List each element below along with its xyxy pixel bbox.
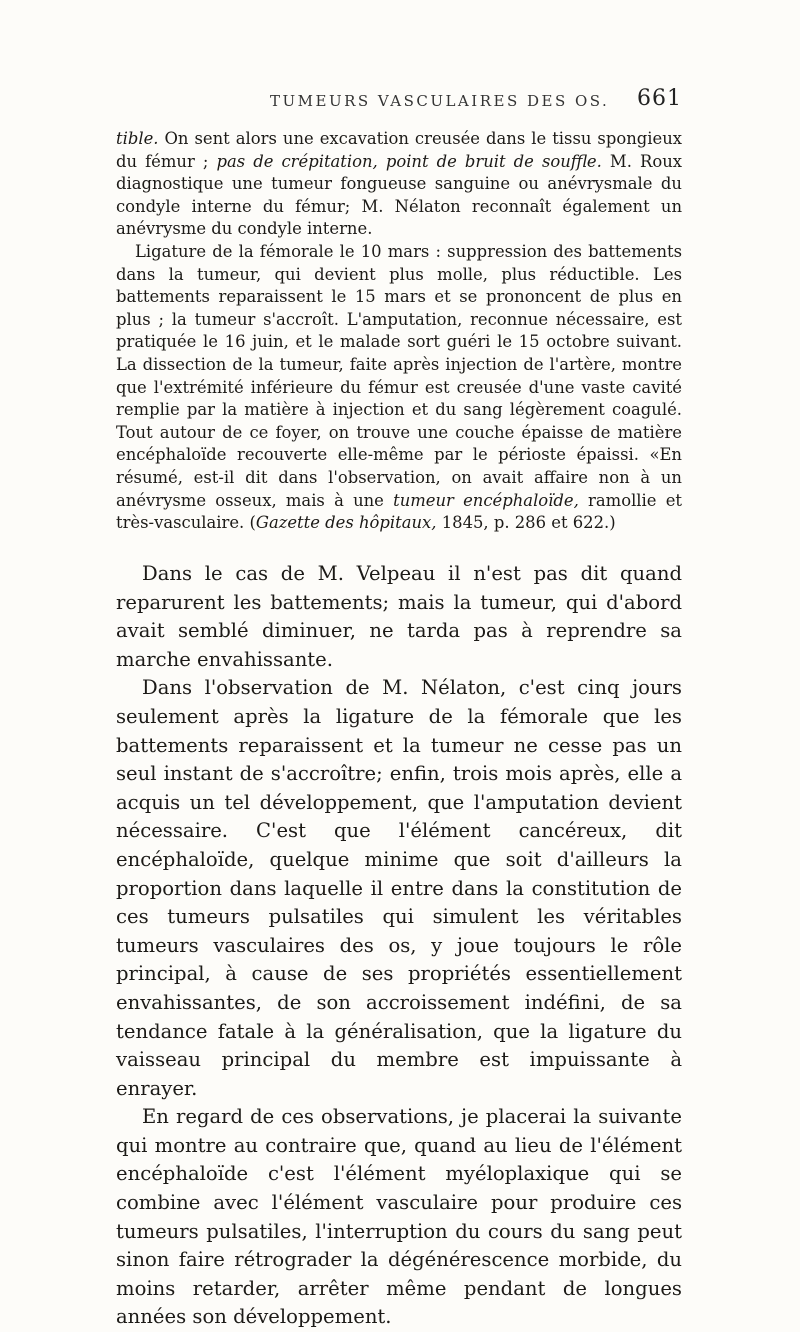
obs1-text-1: On sent alors une excavation creusée dans le tissu spongieux du fémur ; [116,129,682,171]
body-paragraph-1: Dans le cas de M. Velpeau il n'est pas dit quand reparurent les battements; mais la tumeur, qui d'abord avait semblé diminuer, ne tarda pas à reprendre sa marche envahissante. [116,562,682,671]
page-number: 661 [637,86,682,111]
obs1-italic-1: tible. [116,129,159,148]
obs2-italic-1: tumeur encéphaloïde, [393,490,579,510]
main-text [116,560,682,1332]
observation-paragraph-1 [116,128,682,241]
obs1-italic-2: pas de crépitation, point de bruit de souffle. [216,151,602,171]
obs1-text-2: M. Roux diagnostique une tumeur fongueuse sanguine ou anévrysmale du condyle interne du fémur; M. Nélaton reconnaît également un anévrysme du condyle interne. [116,151,682,239]
obs2-text-3: 1845, p. 286 et 622.) [436,513,616,533]
case-observation [116,128,682,535]
observation-paragraph-2 [116,241,682,535]
page-header [116,86,682,116]
obs2-text-1: Ligature de la fémorale le 10 mars : suppression des battements dans la tumeur, qui devient plus molle, plus réductible. Les battements reparaissent le 15 mars et se prononcent de plus en plus ; la tumeur s'accroît. L'amputation, reconnue nécessaire, est pratiquée le 16 juin, et le malade sort guéri le 15 octobre suivant. La dissection de la tumeur, faite après injection de l'artère, montre que l'extrémité inférieure du fémur est creusée d'une vaste cavité remplie par la matière à injection et du sang légèrement coagulé. Tout autour de ce foyer, on trouve une couche épaisse de matière encéphaloïde recouverte elle-même par le périoste épaissi. «En résumé, est-il dit dans l'observation, on avait affaire non à un anévrysme osseux, mais à une [116,241,682,510]
obs2-italic-2: Gazette des hôpitaux, [255,513,437,533]
body-paragraph-2: Dans l'observation de M. Nélaton, c'est cinq jours seulement après la ligature de la fémorale que les battements reparaissent et la tumeur ne cesse pas un seul instant de s'accroître; enfin, trois mois après, elle a acquis un tel développement, que l'amputation devient nécessaire. C'est que l'élément cancéreux, dit encéphaloïde, quelque minime que soit d'ailleurs la proportion dans laquelle il entre dans la constitution de ces tumeurs pulsatiles qui simulent les véritables tumeurs vasculaires des os, y joue toujours le rôle principal, à cause de ses propriétés essentiellement envahissantes, de son accroissement indéfini, de sa tendance fatale à la généralisation, que la ligature du vaisseau principal du membre est impuissante à enrayer. [116,676,682,1100]
body-paragraph-3: En regard de ces observations, je placerai la suivante qui montre au contraire que, quand au lieu de l'élément encéphaloïde c'est l'élément myéloplaxique qui se combine avec l'élément vasculaire pour produire ces tumeurs pulsatiles, l'interruption du cours du sang peut sinon faire rétrograder la dégénérescence morbide, du moins retarder, arrêter même pendant de longues années son développement. [116,1105,682,1329]
running-title: TUMEURS VASCULAIRES DES OS. [270,92,610,110]
obs2-text-2: ramollie et très-vasculaire. ( [116,490,683,533]
